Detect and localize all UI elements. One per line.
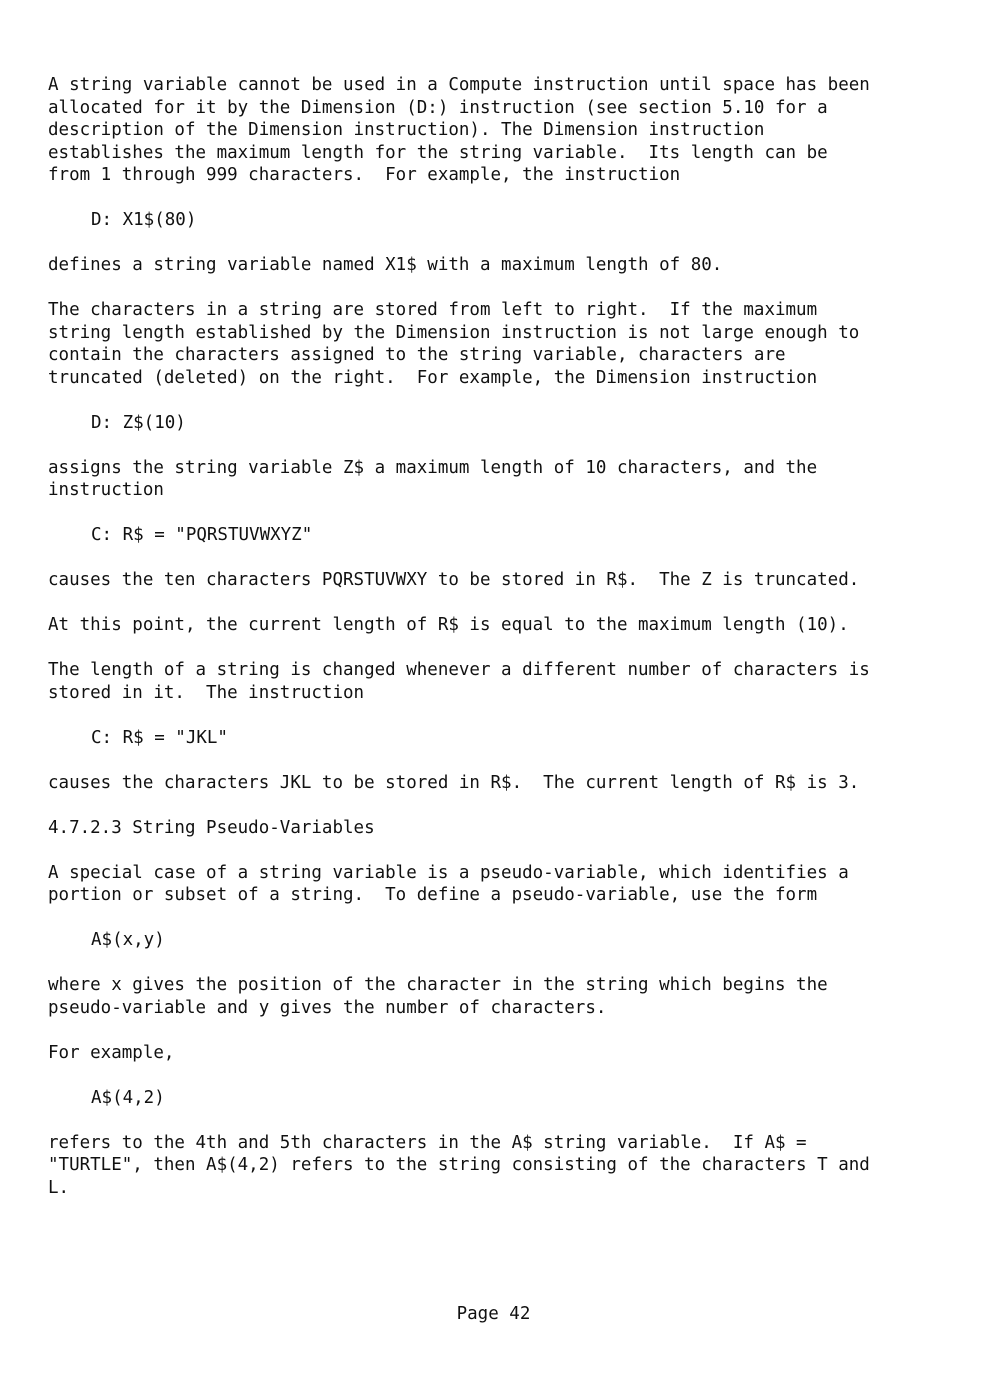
- paragraph-turtle-example: refers to the 4th and 5th characters in the A$ string variable. If A$ = "TURTLE", then A$(4,2) refers to the string consisting of the characters T and L.: [48, 1132, 870, 1198]
- paragraph-pseudo-variable: A special case of a string variable is a pseudo-variable, which identifies a portion or subset of a string. To define a pseudo-variable, use the form: [48, 862, 849, 905]
- paragraph-for-example: For example,: [48, 1042, 175, 1063]
- paragraph-pseudo-explanation: where x gives the position of the character in the string which begins the pseudo-variable and y gives the number of characters.: [48, 975, 828, 1018]
- code-pseudo-form: A$(x,y): [91, 930, 165, 950]
- code-compute-r-long: C: R$ = "PQRSTUVWXYZ": [91, 525, 313, 545]
- code-dimension-x1: D: X1$(80): [91, 210, 197, 230]
- paragraph-defines-x1: defines a string variable named X1$ with a maximum length of 80.: [48, 255, 723, 275]
- code-dimension-z: D: Z$(10): [91, 412, 186, 433]
- code-compute-r-short: C: R$ = "JKL": [91, 727, 228, 748]
- page-number: Page 42: [456, 1304, 531, 1324]
- paragraph-current-length: At this point, the current length of R$ is equal to the maximum length (10).: [48, 615, 849, 635]
- paragraph-jkl-stored: causes the characters JKL to be stored in R$. The current length of R$ is 3.: [48, 772, 860, 793]
- section-heading: 4.7.2.3 String Pseudo-Variables: [48, 817, 375, 838]
- paragraph-storage-order: The characters in a string are stored from left to right. If the maximum string length established by the Dimension instruction is not large enough to contain the characters assigned to the string variable, characters are truncated (deleted) on the right. For example, the Dimension instruction: [48, 300, 860, 388]
- paragraph-truncation: causes the ten characters PQRSTUVWXY to be stored in R$. The Z is truncated.: [48, 570, 860, 590]
- code-pseudo-example: A$(4,2): [91, 1087, 165, 1108]
- paragraph-string-allocation: A string variable cannot be used in a Compute instruction until space has been allocated for it by the Dimension (D:) instruction (see section 5.10 for a description of the Dimension instruction). The Dimension instruction establishes the maximum length for the string variable. Its length can be from 1 through 999 characters. For example, the instruction: [48, 75, 870, 185]
- paragraph-length-changes: The length of a string is changed whenever a different number of characters is stored in it. The instruction: [48, 660, 870, 703]
- paragraph-assigns-z: assigns the string variable Z$ a maximum length of 10 characters, and the instruction: [48, 457, 818, 500]
- document-page: [48, 74, 948, 1199]
